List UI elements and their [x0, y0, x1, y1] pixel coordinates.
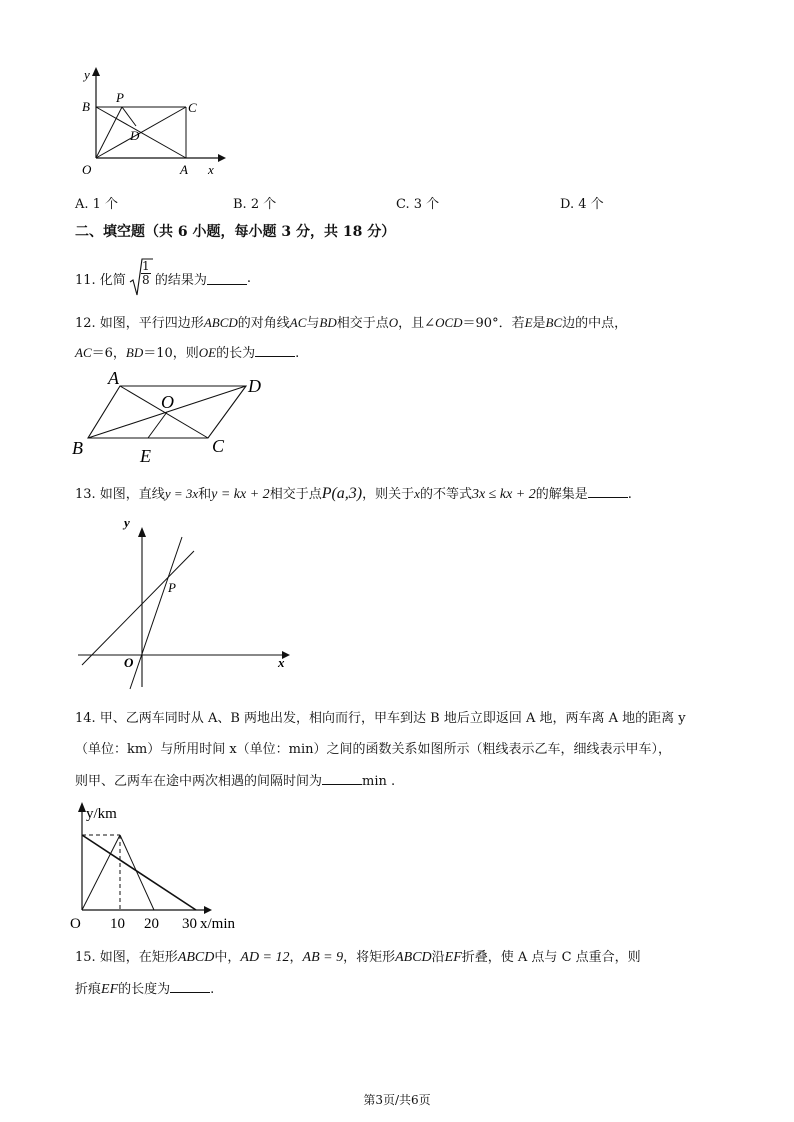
q15-text: 沿 — [431, 950, 445, 965]
question-13 — [75, 483, 632, 503]
q13-fig-label-y: y — [124, 515, 130, 530]
q13-fig-label-p: P — [168, 580, 176, 595]
q12-text: ＝10，则 — [143, 346, 199, 361]
q10-option-a: A. 1 个 — [75, 197, 119, 212]
q12-bc: BC — [545, 315, 563, 330]
q12-abcd: ABCD — [203, 315, 238, 330]
q14-text: min . — [362, 774, 396, 789]
q14-fig-label-o: O — [70, 916, 81, 932]
q13-fig-label-o: O — [124, 655, 134, 670]
q15-abcd-2: ABCD — [395, 950, 432, 965]
q12-text: 的长为 — [216, 346, 256, 361]
q12-fig-label-e: E — [140, 446, 151, 466]
q13-text: 的不等式 — [419, 487, 472, 502]
q12-fig-label-o: O — [161, 392, 174, 412]
q12-fig-label-c: C — [212, 436, 225, 456]
q15-ad: AD = 12 — [240, 950, 290, 965]
q13-x: x — [414, 486, 420, 501]
q12-oe: OE — [198, 345, 217, 360]
q13-eq1: y = 3x — [164, 486, 199, 501]
q12-answer-blank[interactable] — [255, 344, 295, 357]
q14-text: 则甲、乙两车在途中两次相遇的间隔时间为 — [75, 774, 323, 789]
q10-figure — [70, 62, 230, 180]
q14-fig-tick-30: 30 — [182, 916, 197, 932]
q10-option-c: C. 3 个 — [396, 197, 440, 212]
q12-text: 边的中点， — [562, 316, 628, 331]
q15-answer-blank[interactable] — [170, 980, 210, 993]
q11-end: . — [246, 270, 251, 286]
q10-label-a: A — [180, 162, 188, 177]
q13-fig-label-x: x — [278, 655, 285, 670]
question-12-line-1 — [75, 312, 627, 331]
question-12-line-2 — [75, 342, 299, 361]
q15-ab: AB = 9 — [302, 950, 344, 965]
q12-bd: BD — [319, 315, 337, 330]
q15-abcd: ABCD — [177, 950, 215, 965]
section-2-title: 二、填空题（共 6 小题，每小题 3 分，共 18 分） — [75, 224, 396, 240]
q13-point: P(a,3) — [321, 485, 363, 502]
question-11 — [75, 258, 251, 298]
question-15-line-1 — [75, 946, 641, 966]
q11-denominator: 8 — [141, 273, 150, 287]
q12-text: 相交于点 — [336, 316, 389, 331]
q13-text: 13. 如图，直线 — [75, 487, 165, 502]
q12-ocd: OCD — [435, 315, 463, 330]
q15-ef-2: EF — [101, 982, 119, 997]
q13-eq2: y = kx + 2 — [211, 487, 270, 502]
q10-label-p: P — [116, 90, 124, 105]
q12-figure — [68, 368, 278, 468]
q15-text: ，将矩形 — [343, 950, 396, 965]
q11-suffix: 的结果为 — [154, 272, 207, 288]
q14-fig-ylabel: y/km — [86, 806, 117, 822]
q10-label-o: O — [82, 162, 92, 177]
q13-text: ，则关于 — [362, 487, 415, 502]
q15-text: 15. 如图，在矩形 — [75, 950, 178, 965]
question-14-line-3 — [75, 770, 395, 789]
q15-ef: EF — [444, 950, 462, 965]
q12-text: ，且∠ — [398, 316, 436, 331]
q15-text: 折痕 — [75, 982, 102, 997]
q12-text: 12. 如图，平行四边形 — [75, 316, 204, 331]
q15-text: ， — [289, 950, 303, 965]
q12-o: O — [388, 315, 399, 330]
q15-text: 折叠，使 A 点与 C 点重合，则 — [461, 950, 641, 965]
q12-ac: AC — [289, 315, 307, 330]
q15-text: 中， — [214, 950, 241, 965]
q12-fig-label-d: D — [248, 376, 261, 396]
q12-bd-2: BD — [125, 345, 144, 360]
q11-answer-blank[interactable] — [207, 272, 247, 285]
q12-text: 的对角线 — [237, 316, 290, 331]
q14-fig-tick-20: 20 — [144, 916, 159, 932]
q10-label-d: D — [130, 128, 140, 143]
question-14-line-1: 14. 甲、乙两车同时从 A、B 两地出发，相向而行，甲车到达 B 地后立即返回 A 地，两车离 A 地的距离 y — [75, 711, 686, 726]
q14-fig-tick-10: 10 — [110, 916, 125, 932]
q13-figure — [72, 515, 302, 695]
q14-figure — [66, 798, 286, 933]
q14-answer-blank[interactable] — [322, 772, 362, 785]
q13-text: . — [627, 487, 632, 502]
question-14-line-2: （单位：km）与所用时间 x（单位：min）之间的函数关系如图所示（粗线表示乙车，细线表示甲车）， — [75, 742, 672, 757]
q12-text: . — [295, 346, 300, 361]
q15-text: 的长度为 — [118, 982, 171, 997]
q11-numerator: 1 — [141, 259, 150, 273]
q13-text: 的解集是 — [535, 487, 588, 502]
q11-prefix: 11. 化简 — [75, 272, 126, 288]
q11-sqrt — [129, 258, 153, 298]
q13-inequality: 3x ≤ kx + 2 — [471, 487, 536, 502]
q12-text: ＝6， — [91, 346, 126, 361]
q10-option-b: B. 2 个 — [233, 197, 277, 212]
q12-e: E — [524, 315, 533, 330]
page-footer: 第3页/共6页 — [363, 1093, 431, 1107]
q12-fig-label-a: A — [108, 368, 119, 388]
q12-ac-2: AC — [75, 345, 92, 360]
q12-fig-label-b: B — [72, 438, 83, 458]
q10-label-y: y — [84, 67, 90, 82]
q10-option-d: D. 4 个 — [560, 197, 604, 212]
q12-text: 是 — [532, 316, 546, 331]
q13-answer-blank[interactable] — [588, 485, 628, 498]
q15-text: . — [210, 982, 215, 997]
question-15-line-2 — [75, 978, 214, 998]
q13-text: 相交于点 — [269, 487, 322, 502]
q12-text: ＝90°．若 — [462, 316, 525, 331]
q10-label-b: B — [82, 99, 90, 114]
q13-text: 和 — [198, 487, 212, 502]
q10-label-x: x — [208, 162, 214, 177]
q14-fig-xlabel: x/min — [200, 916, 236, 932]
q12-text: 与 — [306, 316, 320, 331]
q10-label-c: C — [188, 100, 197, 115]
